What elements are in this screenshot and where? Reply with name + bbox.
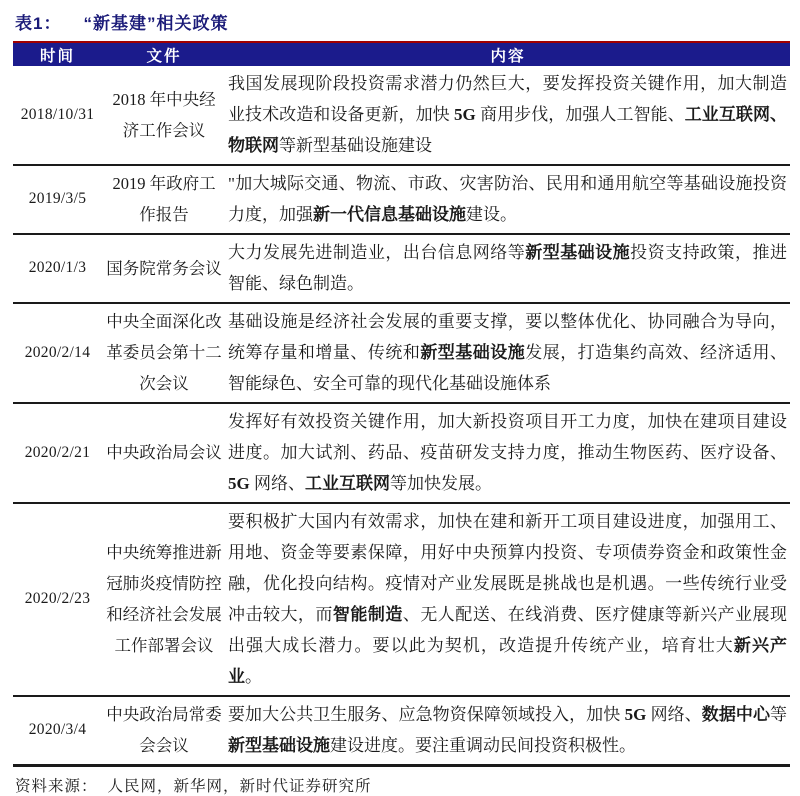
content-cell: 发挥好有效投资关键作用，加大新投资项目开工力度，加快在建项目建设进度。加大试剂、药品、疫苗研发支持力度，推动生物医药、医疗设备、5G 网络、工业互联网等加快发展。	[228, 412, 787, 493]
source-text: 人民网，新华网，新时代证券研究所	[107, 778, 372, 795]
table-row	[13, 302, 790, 402]
time-cell: 2020/3/4	[28, 721, 87, 738]
table-row	[13, 66, 790, 164]
table-row	[13, 233, 790, 302]
table-row	[13, 164, 790, 233]
content-cell: 要积极扩大国内有效需求，加快在建和新开工项目建设进度，加强用工、用地、资金等要素保障，用好中央预算内投资、专项债券资金和政策性金融，优化投向结构。疫情对产业发展既是挑战也是机遇。一些传统行业受冲击较大，而智能制造、无人配送、在线消费、医疗健康等新兴产业展现出强大成长潜力。要以此为契机，改造提升传统产业，培育壮大新兴产业。	[228, 512, 788, 686]
time-cell: 2020/2/14	[24, 343, 91, 361]
page-title	[0, 0, 800, 41]
doc-cell: 2018 年中央经济工作会议	[112, 89, 216, 140]
table-header-row	[13, 41, 790, 66]
content-cell: 基础设施是经济社会发展的重要支撑，要以整体优化、协同融合为导向，统筹存量和增量、传统和新型基础设施发展，打造集约高效、经济适用、智能绿色、安全可靠的现代化基础设施体系	[228, 312, 788, 393]
content-cell: 大力发展先进制造业，出台信息网络等新型基础设施投资支持政策，推进智能、绿色制造。	[228, 243, 788, 293]
time-cell: 2020/2/21	[24, 443, 91, 461]
content-cell: 要加大公共卫生服务、应急物资保障领域投入，加快 5G 网络、数据中心等新型基础设施建设进度。要注重调动民间投资积极性。	[228, 705, 788, 755]
doc-cell: 2019 年政府工作报告	[112, 174, 216, 224]
doc-cell: 中央政治局常委会会议	[106, 705, 222, 755]
policy-table	[13, 41, 790, 767]
time-cell: 2020/1/3	[28, 259, 87, 276]
table-title-text: “新基建”相关政策	[83, 14, 229, 33]
time-cell: 2020/2/23	[24, 590, 91, 607]
doc-cell: 中央政治局会议	[106, 443, 222, 462]
source-note	[15, 774, 800, 796]
header-cell-time: 时间	[39, 47, 75, 65]
doc-cell: 国务院常务会议	[106, 258, 222, 278]
table-body	[13, 66, 790, 767]
content-cell: "加大城际交通、物流、市政、灾害防治、民用和通用航空等基础设施投资力度，加强新一代信息基础设施建设。	[228, 174, 787, 224]
doc-cell: 中央统筹推进新冠肺炎疫情防控和经济社会发展工作部署会议	[106, 543, 222, 655]
header-cell-doc: 文件	[146, 47, 182, 65]
table-number-label: 表1：	[15, 14, 62, 33]
time-cell: 2019/3/5	[28, 190, 87, 207]
doc-cell: 中央全面深化改革委员会第十二次会议	[106, 312, 222, 393]
table-row	[13, 402, 790, 502]
table-row	[13, 695, 790, 764]
time-cell: 2018/10/31	[20, 105, 95, 123]
header-cell-content: 内容	[490, 47, 526, 65]
source-label: 资料来源：	[15, 778, 98, 795]
table-row	[13, 502, 790, 695]
content-cell: 我国发展现阶段投资需求潜力仍然巨大，要发挥投资关键作用，加大制造业技术改造和设备更新，加快 5G 商用步伐，加强人工智能、工业互联网、物联网等新型基础设施建设	[228, 74, 788, 155]
